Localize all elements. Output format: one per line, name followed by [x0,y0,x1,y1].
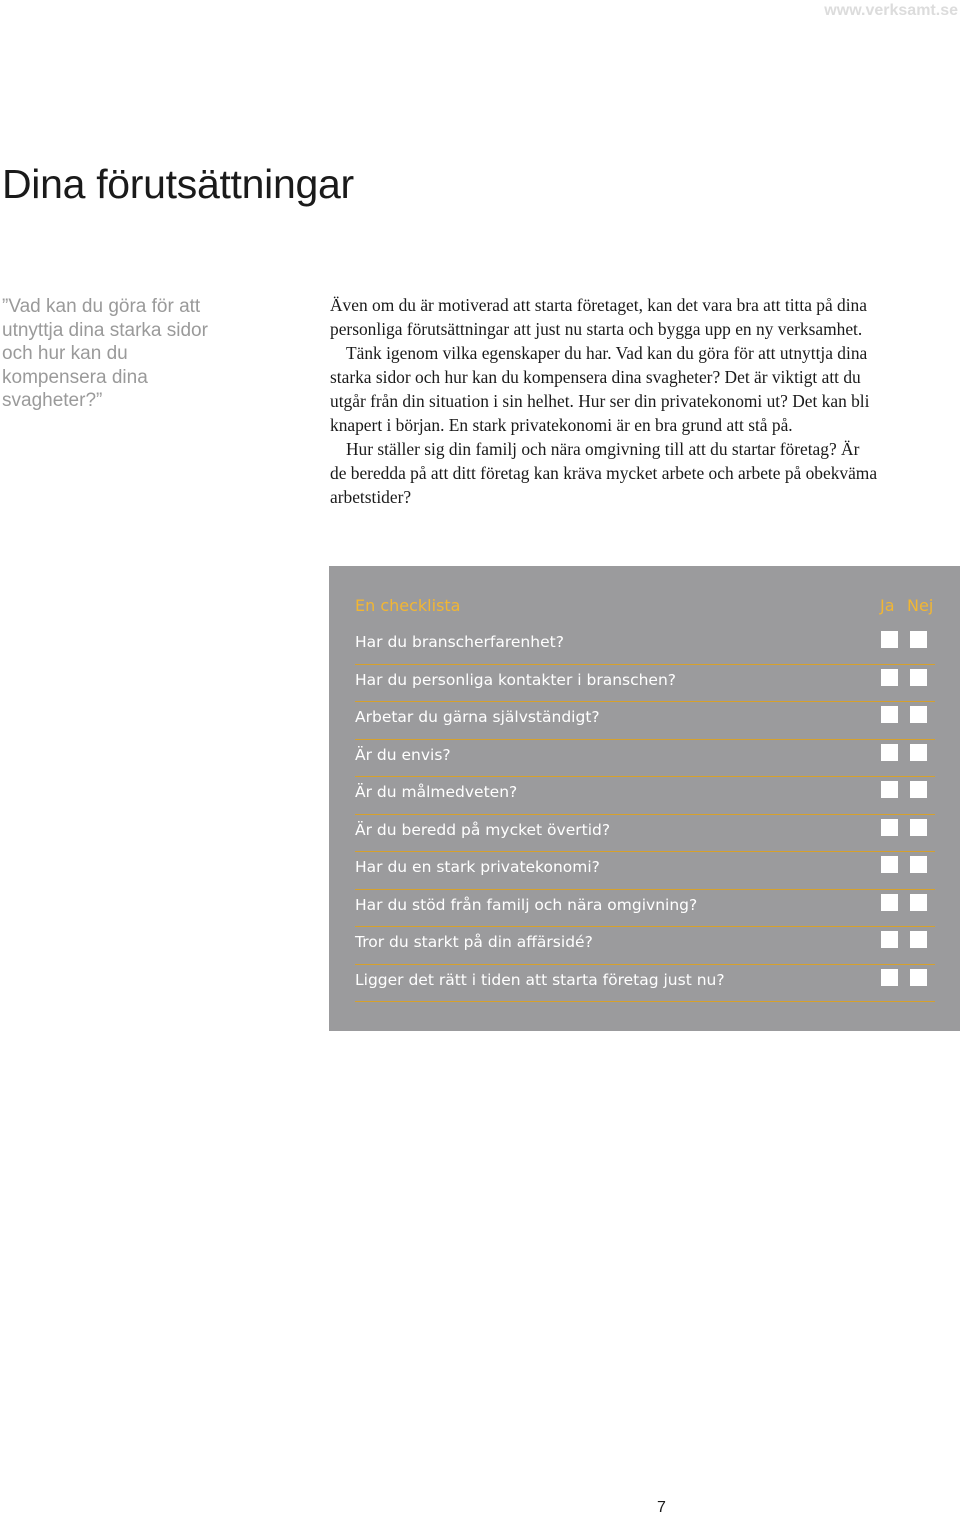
checklist-box [329,566,960,1031]
no-checkbox[interactable] [910,744,927,761]
yes-checkbox[interactable] [881,631,898,648]
checklist-question: Har du stöd från familj och nära omgivning? [355,895,698,914]
body-line: starka sidor och hur kan du kompensera dina svagheter? Det är viktigt att du [330,367,861,387]
body-line: Hur ställer sig din familj och nära omgivning till att du startar företag? Är [346,439,860,459]
no-checkbox[interactable] [910,631,927,648]
checklist-row [355,965,935,1003]
body-line: utgår från din situation i sin helhet. Hur ser din privatekonomi ut? Det kan bli [330,391,870,411]
checklist-question: Har du branscherfarenhet? [355,633,564,651]
checklist-row [355,927,935,965]
no-checkbox[interactable] [910,969,927,986]
column-no-label: Nej [907,596,934,615]
body-line: arbetstider? [330,487,412,507]
no-checkbox[interactable] [910,669,927,686]
checklist-question: Är du envis? [355,745,451,764]
checklist-question: Är du målmedveten? [355,783,518,801]
checklist-row [355,777,935,815]
yes-checkbox[interactable] [881,669,898,686]
checklist-question: Har du personliga kontakter i branschen? [355,670,677,689]
yes-checkbox[interactable] [881,744,898,761]
page-title: Dina förutsättningar [2,161,354,207]
yes-checkbox[interactable] [881,781,898,798]
checklist-rows [355,627,935,1002]
checklist-question: Är du beredd på mycket övertid? [355,820,611,839]
yes-checkbox[interactable] [881,894,898,911]
body-text [330,293,960,509]
checklist-question: Ligger det rätt i tiden att starta företag just nu? [355,970,725,989]
body-line: Tänk igenom vilka egenskaper du har. Vad kan du göra för att utnyttja dina [346,343,868,363]
checklist-row [355,702,935,740]
checklist-question: Tror du starkt på din affärsidé? [355,933,593,951]
yes-checkbox[interactable] [881,969,898,986]
yes-checkbox[interactable] [881,856,898,873]
no-checkbox[interactable] [910,781,927,798]
checklist-row [355,890,935,928]
checklist-header [355,596,935,620]
body-line: de beredda på att ditt företag kan kräva mycket arbete och arbete på obekväma [330,463,878,483]
column-yes-label: Ja [880,596,895,615]
site-url[interactable]: www.verksamt.se [824,2,958,19]
checklist-row [355,665,935,703]
checklist-row [355,852,935,890]
no-checkbox[interactable] [910,706,927,723]
page-number: 7 [657,1499,666,1516]
checklist-row [355,815,935,853]
checklist-row [355,740,935,778]
yes-checkbox[interactable] [881,706,898,723]
no-checkbox[interactable] [910,819,927,836]
checklist-title: En checklista [355,596,461,615]
pull-quote: ”Vad kan du göra för att utnyttja dina starka sidor och hur kan du kompensera dina svagheter?” [2,296,208,411]
body-line: Även om du är motiverad att starta företaget, kan det vara bra att titta på dina [330,295,867,315]
no-checkbox[interactable] [910,856,927,873]
yes-checkbox[interactable] [881,819,898,836]
checklist-question: Har du en stark privatekonomi? [355,858,600,876]
body-line: personliga förutsättningar att just nu starta och bygga upp en ny verksamhet. [330,319,863,339]
no-checkbox[interactable] [910,894,927,911]
body-line: knapert i början. En stark privatekonomi är en bra grund att stå på. [330,415,793,435]
checklist-question: Arbetar du gärna självständigt? [355,708,600,726]
yes-checkbox[interactable] [881,931,898,948]
no-checkbox[interactable] [910,931,927,948]
checklist-row [355,627,935,665]
